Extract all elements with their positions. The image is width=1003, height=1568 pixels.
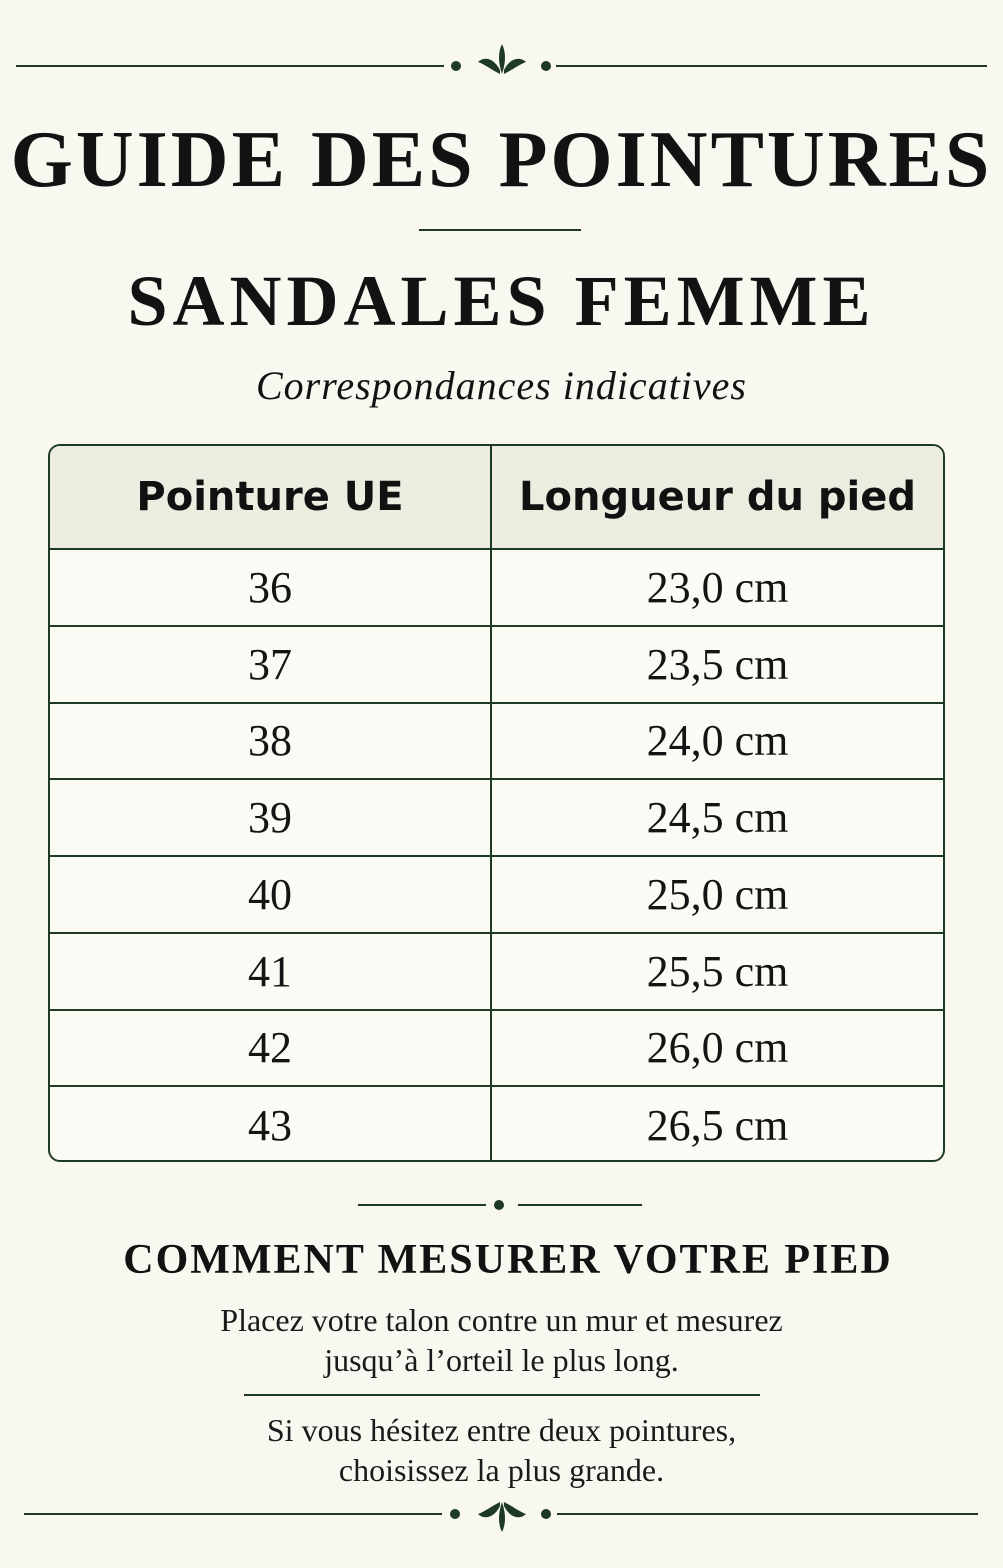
bottom-dot-right [541, 1509, 551, 1519]
length-cell: 23,5 cm [646, 639, 789, 689]
table-row [50, 857, 943, 934]
table-row [50, 704, 943, 781]
size-table [48, 444, 945, 1162]
leaf-ornament-icon [472, 40, 532, 80]
size-cell: 38 [50, 704, 492, 779]
table-row [50, 934, 943, 1011]
table-row [50, 627, 943, 704]
measure-tip [0, 1410, 1003, 1490]
length-cell: 25,0 cm [646, 869, 789, 919]
length-cell: 23,0 cm [646, 562, 789, 612]
length-cell: 26,0 cm [646, 1023, 789, 1073]
instruction-line: Placez votre talon contre un mur et mesurez [220, 1302, 783, 1338]
size-cell: 37 [50, 627, 492, 702]
column-header-size: Pointure UE [50, 446, 492, 548]
size-cell: 42 [50, 1011, 492, 1086]
table-row [50, 1087, 943, 1162]
tip-line: choisissez la plus grande. [338, 1452, 665, 1488]
section-dot [494, 1200, 504, 1210]
section-rule-left [358, 1204, 486, 1206]
table-body [50, 550, 943, 1162]
bottom-rule-left [24, 1513, 442, 1515]
column-header-length: Longueur du pied [519, 474, 916, 520]
leaf-ornament-icon [472, 1496, 532, 1536]
section-rule-right [518, 1204, 642, 1206]
size-cell: 36 [50, 550, 492, 625]
tip-line: Si vous hésitez entre deux pointures, [266, 1412, 737, 1448]
page-caption: Correspondances indicatives [255, 363, 747, 408]
instruction-line: jusqu’à l’orteil le plus long. [324, 1342, 679, 1378]
top-dot-left [451, 61, 461, 71]
table-header [50, 446, 943, 550]
title-divider [419, 229, 581, 231]
measure-instruction [0, 1300, 1003, 1380]
page-subtitle: SANDALES FEMME [127, 261, 876, 341]
measure-title: COMMENT MESURER VOTRE PIED [123, 1237, 893, 1283]
length-cell: 24,0 cm [646, 716, 789, 766]
size-cell: 43 [50, 1087, 492, 1162]
size-cell: 40 [50, 857, 492, 932]
table-row [50, 780, 943, 857]
length-cell: 25,5 cm [646, 946, 789, 996]
size-cell: 41 [50, 934, 492, 1009]
paragraph-divider [244, 1394, 760, 1396]
top-dot-right [541, 61, 551, 71]
top-rule-right [556, 65, 987, 67]
table-row [50, 1011, 943, 1088]
bottom-rule-right [557, 1513, 978, 1515]
page-title: GUIDE DES POINTURES [10, 116, 993, 204]
length-cell: 24,5 cm [646, 793, 789, 843]
bottom-dot-left [450, 1509, 460, 1519]
table-row [50, 550, 943, 627]
size-cell: 39 [50, 780, 492, 855]
top-rule-left [16, 65, 444, 67]
length-cell: 26,5 cm [646, 1101, 789, 1151]
